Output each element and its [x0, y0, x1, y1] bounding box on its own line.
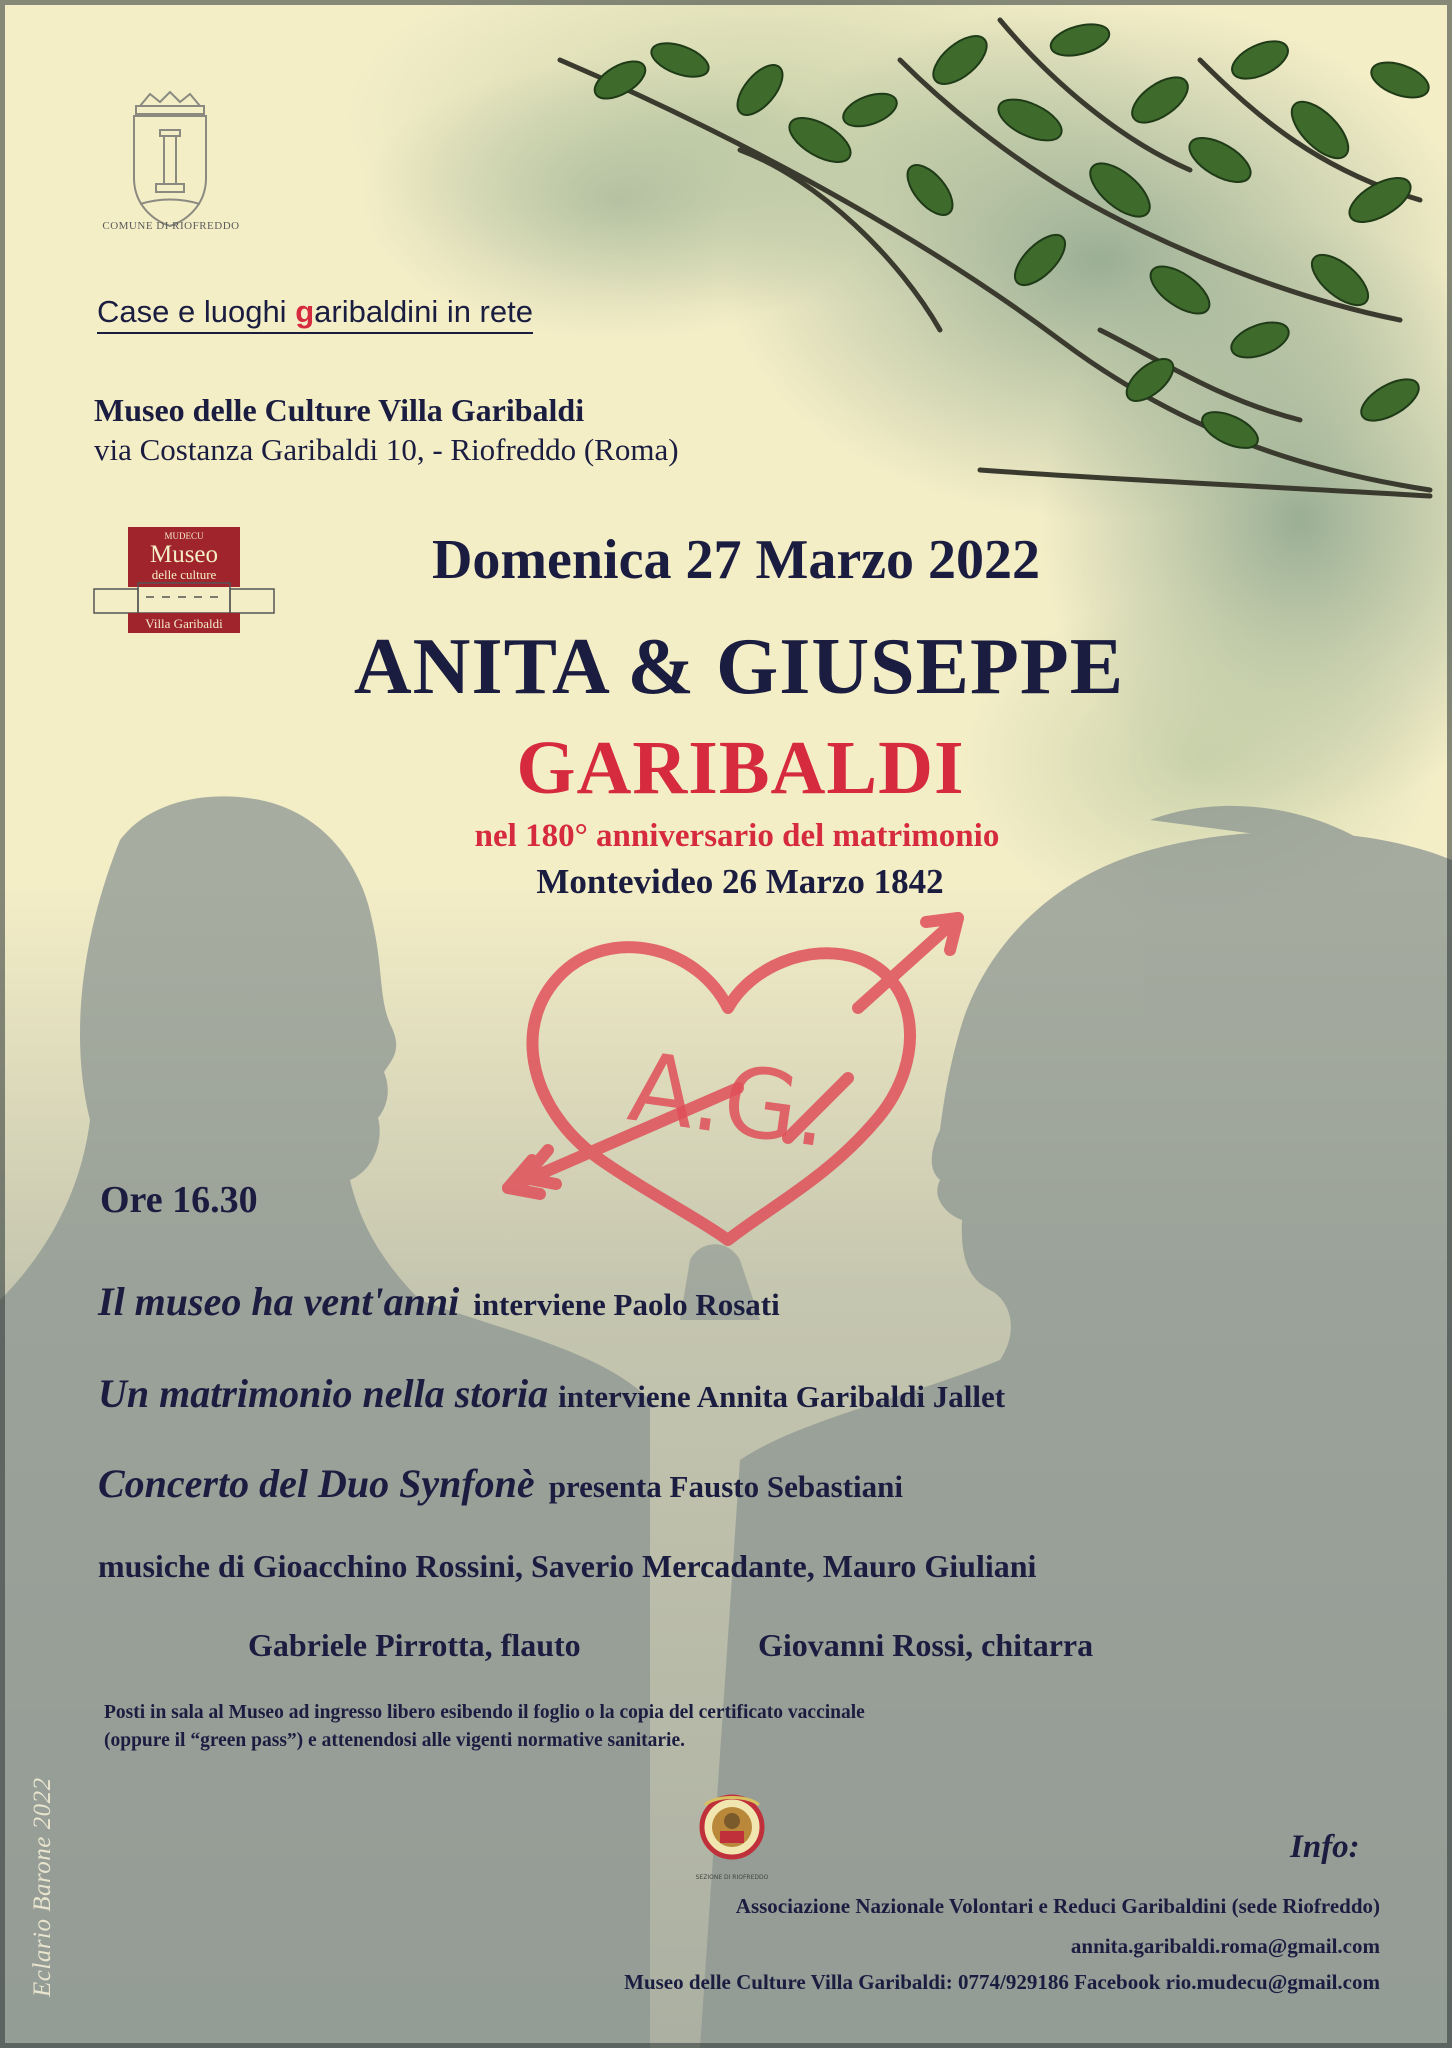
mudecu-logo-line2: Museo — [149, 541, 219, 568]
program-item-title: Un matrimonio nella storia — [98, 1371, 549, 1416]
museum-name: Museo delle Culture Villa Garibaldi — [94, 392, 585, 428]
event-title-names: ANITA & GIUSEPPE — [353, 623, 1125, 711]
program-item-detail: presenta Fausto Sebastiani — [548, 1469, 903, 1504]
music-composers: musiche di Gioacchino Rossini, Saverio Mercadante, Mauro Giuliani — [98, 1548, 1037, 1584]
mudecu-logo-line3: delle culture — [151, 567, 217, 582]
program-item — [98, 1460, 903, 1507]
network-title-highlight: g — [295, 294, 315, 329]
access-note-line: Posti in sala al Museo ad ingresso libero esibendo il foglio o la copia del certificato vaccinale — [104, 1702, 865, 1723]
contact-email: annita.garibaldi.roma@gmail.com — [1070, 1934, 1380, 1958]
network-title — [97, 294, 533, 334]
network-title-suffix: aribaldini in rete — [314, 294, 533, 329]
anvrg-badge-icon — [695, 1793, 769, 1885]
anniversary-subtitle: nel 180° anniversario del matrimonio — [474, 818, 1000, 854]
network-title-prefix: Case e luoghi — [97, 294, 296, 329]
program-item-detail: interviene Paolo Rosati — [473, 1287, 780, 1322]
wedding-place-date: Montevideo 26 Marzo 1842 — [536, 862, 944, 901]
program-item — [98, 1370, 1005, 1417]
museum-contact: Museo delle Culture Villa Garibaldi: 0774/929186 Facebook rio.mudecu@gmail.com — [624, 1970, 1380, 1994]
comune-coat-of-arms-icon — [100, 86, 240, 236]
mudecu-logo-line4: Villa Garibaldi — [145, 616, 223, 631]
mudecu-logo-line1: MUDECU — [164, 531, 204, 541]
museum-address: via Costanza Garibaldi 10, - Riofreddo (Roma) — [94, 432, 679, 467]
access-note-line: (oppure il “green pass”) e attenendosi alle vigenti normative sanitarie. — [104, 1730, 685, 1751]
heart-initials: A.G. — [622, 1030, 836, 1170]
event-date: Domenica 27 Marzo 2022 — [431, 529, 1041, 591]
performer-flute: Gabriele Pirrotta, flauto — [248, 1627, 581, 1663]
artist-signature: Eclario Barone 2022 — [29, 1777, 56, 1997]
event-title-surname: GARIBALDI — [516, 726, 965, 810]
event-time: Ore 16.30 — [100, 1179, 258, 1221]
heart-graffiti-icon — [488, 888, 968, 1248]
performer-guitar: Giovanni Rossi, chitarra — [758, 1627, 1094, 1663]
program-item — [98, 1278, 780, 1325]
info-label: Info: — [1290, 1829, 1360, 1865]
comune-logo-text: COMUNE DI RIOFREDDO — [102, 220, 240, 232]
anvrg-badge-text: SEZIONE DI RIOFREDDO — [695, 1874, 769, 1881]
program-item-title: Il museo ha vent'anni — [98, 1279, 460, 1324]
association-name: Associazione Nazionale Volontari e Reduci Garibaldini (sede Riofreddo) — [735, 1894, 1380, 1918]
program-item-title: Concerto del Duo Synfonè — [98, 1461, 535, 1506]
program-item-detail: interviene Annita Garibaldi Jallet — [558, 1379, 1006, 1414]
